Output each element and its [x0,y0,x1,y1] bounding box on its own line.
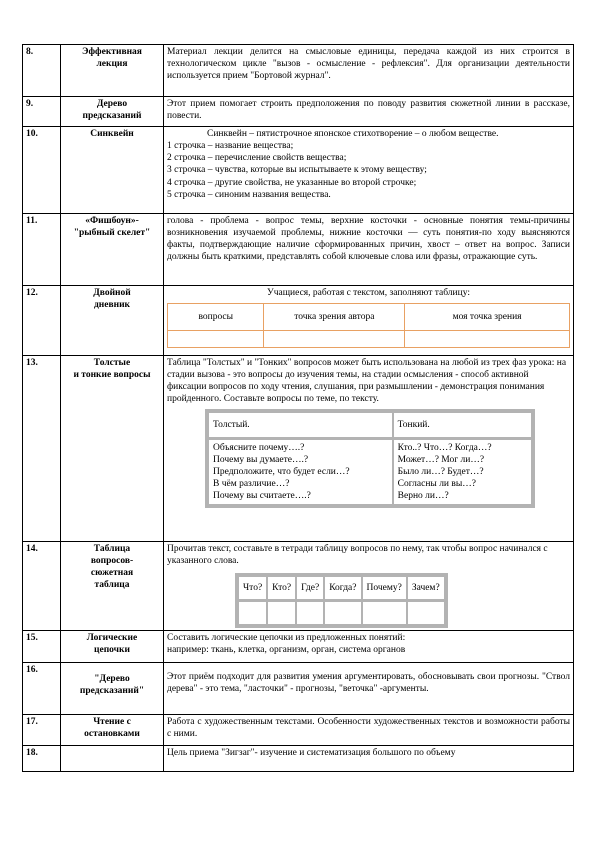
table-row [23,715,574,746]
column-header: моя точка зрения [405,304,570,331]
thin-header: Тонкий. [393,412,532,438]
method-name: "Дерево предсказаний" [61,663,164,715]
methods-table [22,44,574,772]
column-header: Где? [296,576,324,600]
column-header: вопросы [168,304,264,331]
empty-cell [264,331,405,348]
column-header: Зачем? [407,576,445,600]
list-item: Почему вы считаете….? [213,491,311,502]
table-row [23,746,574,772]
list-item: Кто..? Что…? Когда…? [397,442,492,453]
method-description: Таблица "Толстых" и "Тонких" вопросов может быть использована на любой из трех фаз урока: на стадии вызова - это вопросы до изучения темы, на стадии осмысления - способ активной фиксации вопросов по ходу чтения, слушания, при размышлении - демонстрация понимания пройденного. Составьте вопросы по теме, по тексту. Толстый. Тонкий. Объясните почему….? Почему вы думаете….? Предположите, что будет если…? В чём различие…? Почему вы считаете….? Кто..? Что…? Когда…? Может…? Мог ли…? Было ли…? Будет…? Согласны ли вы…? Верно ли…? [164,356,574,542]
method-name: Толстые и тонкие вопросы [61,356,164,542]
row-number: 13. [23,356,61,542]
method-name [61,746,164,772]
method-name: «Фишбоун»- "рыбный скелет" [61,214,164,286]
method-description: Составить логические цепочки из предложенных понятий: например: ткань, клетка, организм, орган, система органов [164,631,574,663]
thin-questions-list [393,438,532,506]
list-item: 5 строчка – синоним названия вещества. [167,189,331,200]
method-description: Цель приема "Зигзаг"- изучение и систематизация большого по объему [164,746,574,772]
list-item: Верно ли…? [397,491,449,502]
list-item: В чём различие…? [213,479,290,490]
row-number: 17. [23,715,61,746]
empty-cell [267,600,296,625]
method-description: Работа с художественным текстами. Особенности художественных текстов и возможности работы с ними. [164,715,574,746]
row-number: 10. [23,127,61,214]
table-row [23,45,574,97]
list-item: Может…? Мог ли…? [397,454,485,465]
method-name: Двойной дневник [61,286,164,356]
column-header: Что? [238,576,267,600]
table-row [23,631,574,663]
thick-questions-list [208,438,393,506]
empty-cell [324,600,361,625]
method-description: Этот приём подходит для развития умения аргументировать, обосновывать свои прогнозы. "Ствол дерева" - это тема, "ласточки" - прогнозы, "веточка" -аргументы. [164,663,574,715]
empty-cell [296,600,324,625]
row-number: 14. [23,542,61,631]
table-row [23,356,574,542]
table-row [23,542,574,631]
column-header: Кто? [267,576,296,600]
list-item: Почему вы думаете….? [213,454,309,465]
row-number: 9. [23,97,61,127]
method-description: Этот прием помогает строить предположения по поводу развития сюжетной линии в рассказе, повести. [164,97,574,127]
empty-cell [407,600,445,625]
method-name: Синквейн [61,127,164,214]
list-item: 1 строчка – название вещества; [167,141,294,152]
row-number: 18. [23,746,61,772]
empty-cell [405,331,570,348]
list-item: Было ли…? Будет…? [397,466,484,477]
method-description [164,127,574,214]
description-intro: Синквейн – пятистрочное японское стихотворение – о любом веществе. [207,129,499,139]
list-item: Объясните почему….? [213,442,305,453]
column-header: Почему? [362,576,407,600]
thick-thin-questions-table [205,409,535,509]
list-item: 4 строчка – другие свойства, не указанные во второй строчке; [167,177,417,188]
method-name: Эффективная лекция [61,45,164,97]
table-row [23,127,574,214]
list-item: 2 строчка – перечисление свойств вещества; [167,153,347,164]
empty-cell [238,600,267,625]
row-number: 15. [23,631,61,663]
method-description: Материал лекции делится на смысловые единицы, передача каждой из них строится в технологическом цикле "вызов - осмысление - рефлексия". Для организации деятельности используется прием "Бортовой журнал". [164,45,574,97]
method-description: голова - проблема - вопрос темы, верхние косточки - основные понятия темы-причины возникновения изучаемой проблемы, нижние косточки — суть понятия-по ходу выясняются факты, подтверждающие наличие сформированных причин, хвост – ответ на вопрос. Записи должны быть краткими, представлять собой ключевые слова или фразы, отражающие суть. [164,214,574,286]
empty-cell [168,331,264,348]
question-words-table [235,573,448,628]
table-row [23,214,574,286]
empty-cell [362,600,407,625]
method-name: Чтение с остановками [61,715,164,746]
row-number: 8. [23,45,61,97]
thick-header: Толстый. [208,412,393,438]
list-item: 3 строчка – чувства, которые вы испытываете к этому веществу; [167,165,427,176]
list-item: Согласны ли вы…? [397,479,476,490]
table-row [23,663,574,715]
row-number: 16. [23,663,61,715]
list-item: Предположите, что будет если…? [213,466,350,477]
column-header: Когда? [324,576,361,600]
method-description: Прочитав текст, составьте в тетради таблицу вопросов по нему, так чтобы вопрос начинался с указанного слова. Что? Кто? Где? Когда? Почему? Зачем? [164,542,574,631]
description-intro: Учащиеся, работая с текстом, заполняют таблицу: [267,288,470,298]
table-row [23,286,574,356]
row-number: 12. [23,286,61,356]
table-row [23,97,574,127]
method-description [164,286,574,356]
column-header: точка зрения автора [264,304,405,331]
row-number: 11. [23,214,61,286]
method-name: Таблица вопросов- сюжетная таблица [61,542,164,631]
double-diary-table [167,303,570,348]
method-name: Дерево предсказаний [61,97,164,127]
method-name: Логические цепочки [61,631,164,663]
